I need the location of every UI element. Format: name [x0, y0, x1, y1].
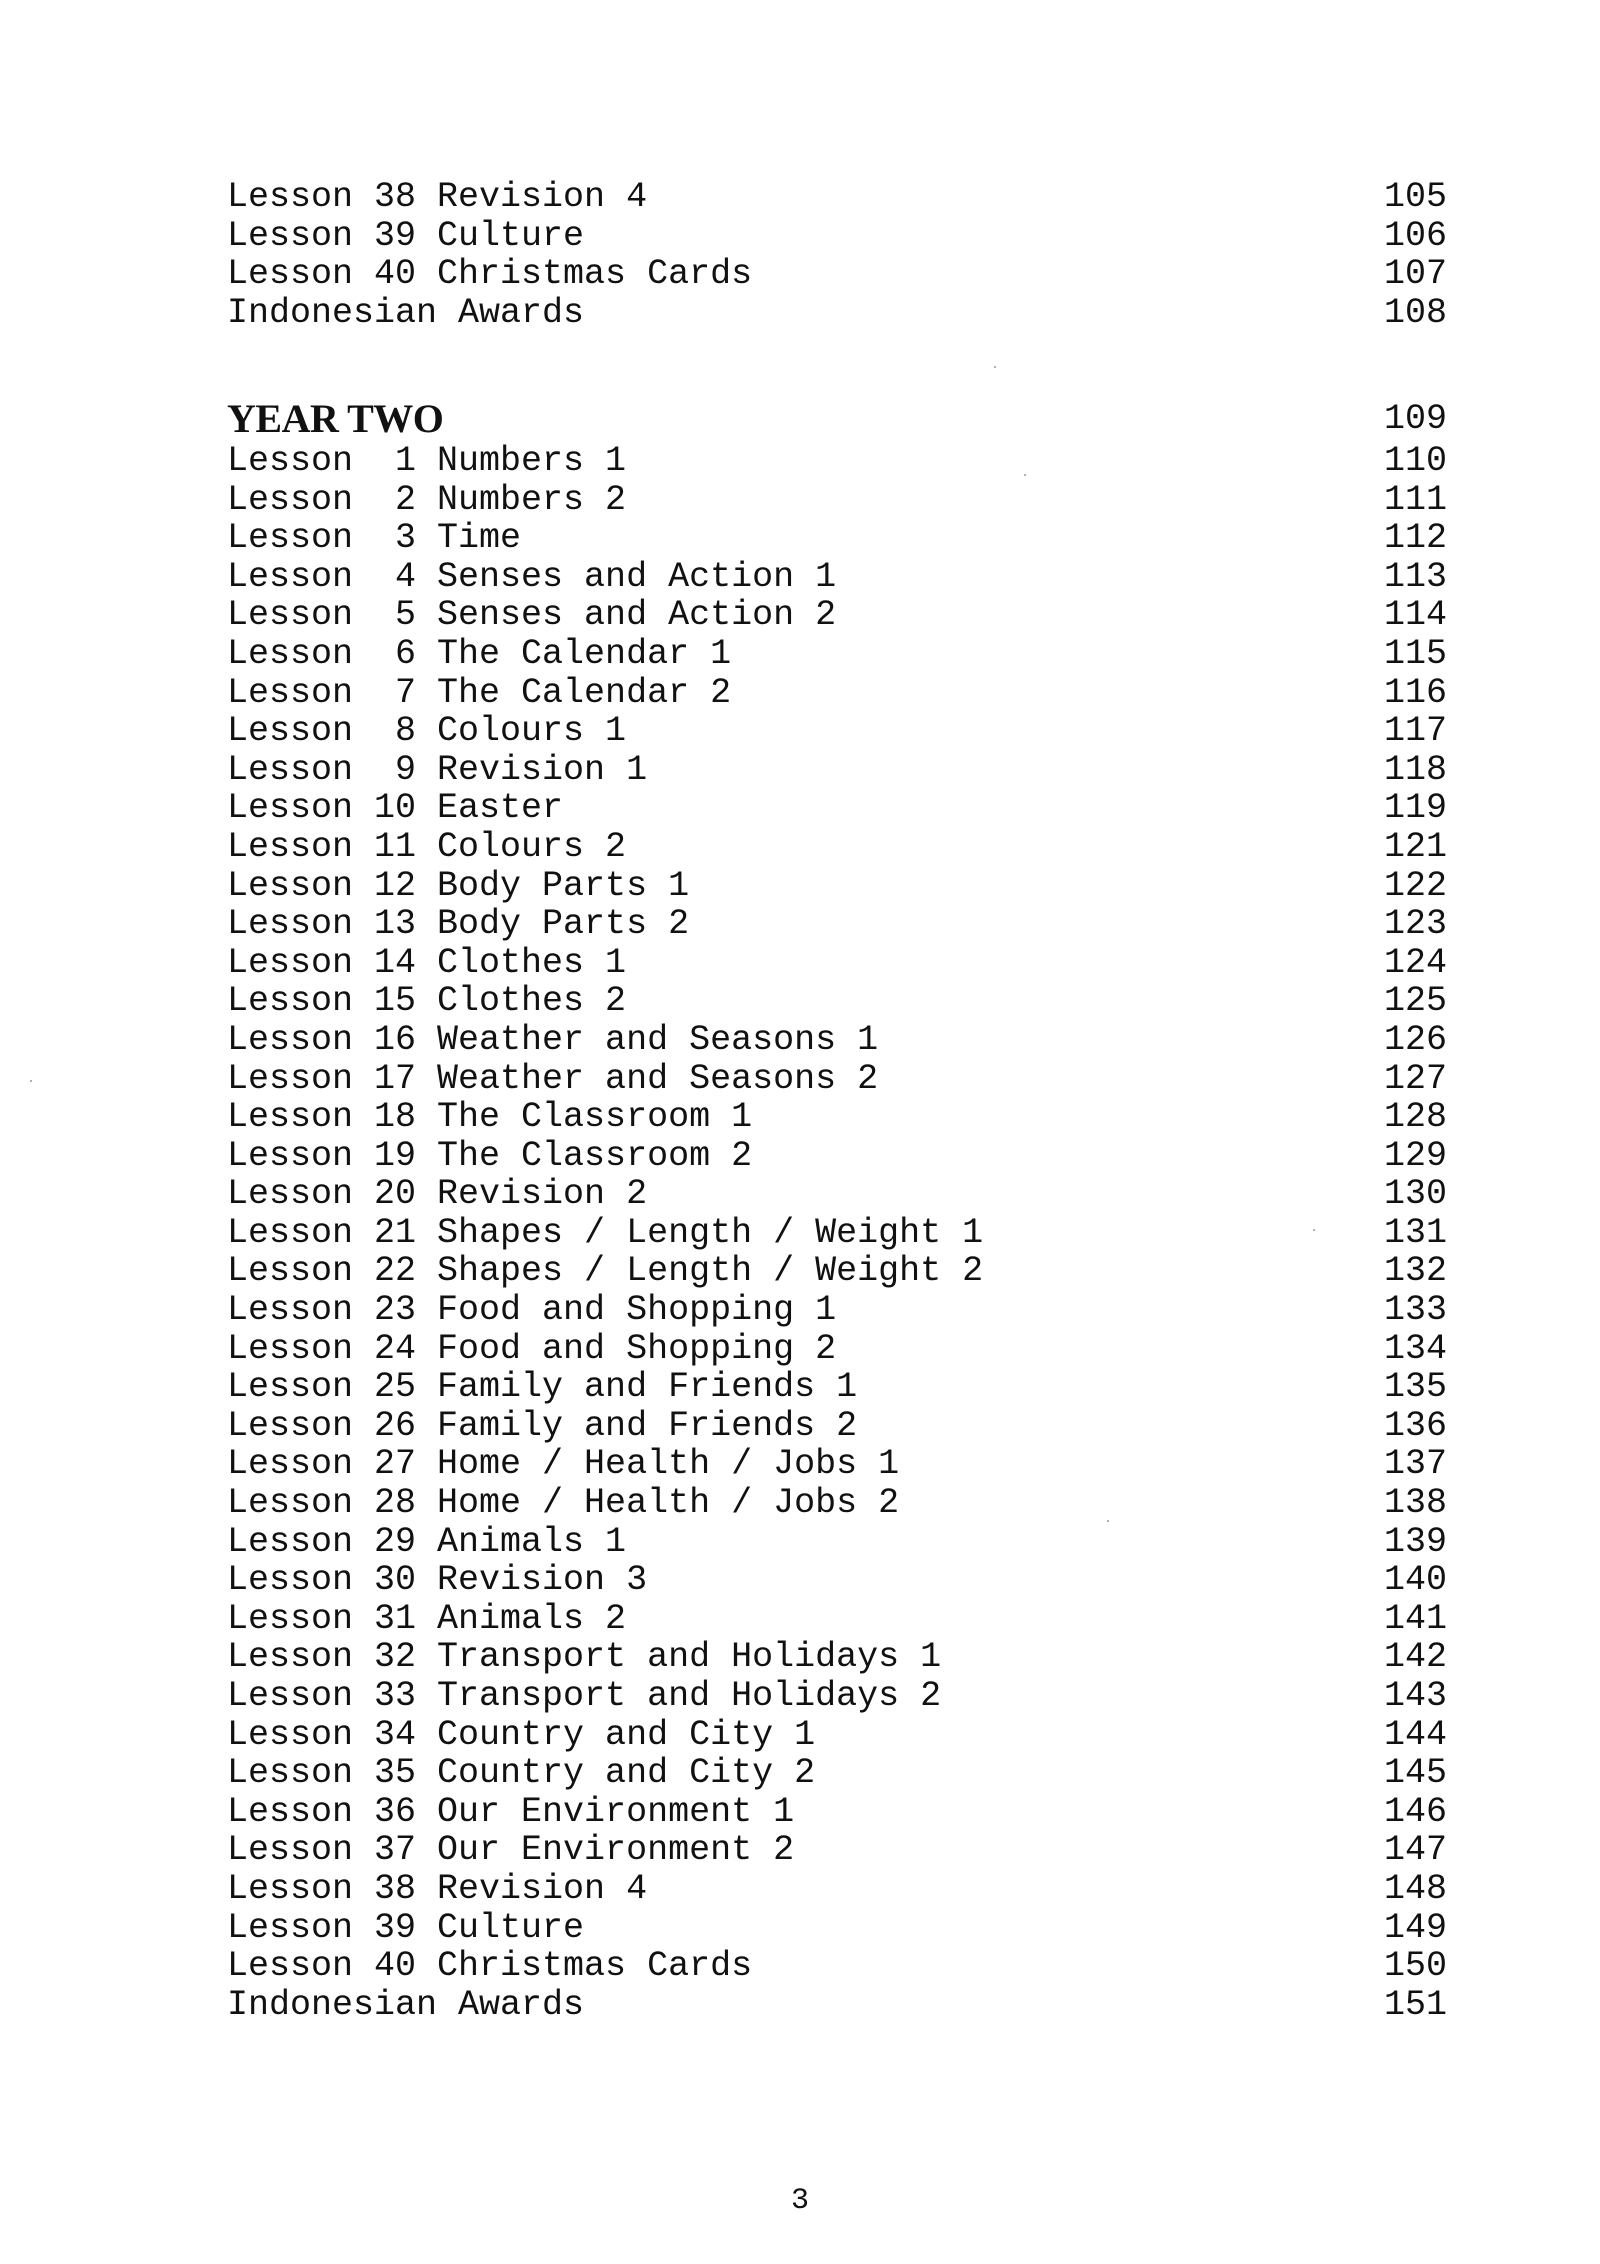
toc-entry-page: 122	[1383, 865, 1447, 906]
toc-entry-page: 112	[1383, 518, 1447, 559]
page-number: 3	[790, 2184, 809, 2218]
toc-entry-page: 139	[1383, 1521, 1447, 1562]
toc-entry	[227, 828, 1447, 867]
toc-entry-title: Lesson 7 The Calendar 2	[227, 672, 732, 713]
toc-entry-page: 146	[1383, 1791, 1447, 1832]
toc-entry	[227, 1214, 1447, 1253]
toc-entry	[227, 1600, 1447, 1639]
scan-speck	[1024, 474, 1026, 476]
toc-entry-title: Lesson 20 Revision 2	[227, 1174, 648, 1215]
toc-entry-page: 108	[1383, 292, 1447, 333]
toc-entry-page: 129	[1383, 1135, 1447, 1176]
toc-entry-page: 141	[1383, 1598, 1447, 1639]
toc-entry-page: 133	[1383, 1290, 1447, 1331]
toc-entry-page: 125	[1383, 981, 1447, 1022]
toc-entry	[227, 1523, 1447, 1562]
toc-entry-page: 137	[1383, 1444, 1447, 1485]
toc-entry-title: Lesson 6 The Calendar 1	[227, 633, 732, 674]
scan-speck	[30, 1080, 32, 1082]
toc-entry-title: Lesson 25 Family and Friends 1	[227, 1367, 858, 1408]
toc-entry	[227, 178, 1447, 217]
toc-entry-page: 106	[1383, 215, 1447, 256]
toc-entry-title: Lesson 29 Animals 1	[227, 1521, 627, 1562]
toc-entry	[227, 1947, 1447, 1986]
toc-entry-page: 121	[1383, 826, 1447, 867]
toc-entry-title: Lesson 22 Shapes / Length / Weight 2	[227, 1251, 984, 1292]
toc-entry	[227, 982, 1447, 1021]
toc-entry-page: 148	[1383, 1868, 1447, 1909]
toc-entry-title: Lesson 4 Senses and Action 1	[227, 556, 837, 597]
toc-entry-title: Lesson 9 Revision 1	[227, 749, 648, 790]
toc-entry	[227, 789, 1447, 828]
toc-continued-list	[227, 178, 1447, 332]
toc-entry	[227, 712, 1447, 751]
toc-entry	[227, 674, 1447, 713]
toc-entry-title: Lesson 37 Our Environment 2	[227, 1830, 795, 1871]
toc-entry	[227, 635, 1447, 674]
toc-entry	[227, 867, 1447, 906]
toc-entry	[227, 558, 1447, 597]
section-heading-page: 109	[1383, 399, 1447, 439]
toc-entry	[227, 905, 1447, 944]
toc-entry-page: 150	[1383, 1946, 1447, 1987]
toc-entry-page: 136	[1383, 1405, 1447, 1446]
toc-entry	[227, 1407, 1447, 1446]
toc-entry	[227, 294, 1447, 333]
toc-entry-title: Lesson 5 Senses and Action 2	[227, 595, 837, 636]
section-heading: YEAR TWO	[227, 396, 444, 441]
toc-entry-page: 123	[1383, 904, 1447, 945]
toc-entry-title: Lesson 39 Culture	[227, 1907, 585, 1948]
toc-entry-title: Lesson 8 Colours 1	[227, 711, 627, 752]
toc-entry	[227, 1484, 1447, 1523]
toc-entry-page: 113	[1383, 556, 1447, 597]
toc-entry	[227, 1368, 1447, 1407]
toc-entry-page: 110	[1383, 441, 1447, 481]
toc-entry	[227, 1060, 1447, 1099]
toc-entry-page: 126	[1383, 1019, 1447, 1060]
toc-entry-page: 135	[1383, 1367, 1447, 1408]
toc-entry	[227, 1021, 1447, 1060]
toc-entry-page: 114	[1383, 595, 1447, 636]
toc-entry-page: 145	[1383, 1753, 1447, 1794]
toc-entry-page: 134	[1383, 1328, 1447, 1369]
toc-entry-page: 142	[1383, 1637, 1447, 1678]
toc-entry	[227, 596, 1447, 635]
toc-entry	[227, 944, 1447, 983]
toc-entry	[227, 481, 1447, 520]
toc-entry-title: Lesson 23 Food and Shopping 1	[227, 1290, 837, 1331]
toc-entry	[227, 1831, 1447, 1870]
toc-entry-page: 117	[1383, 711, 1447, 752]
toc-entry-title: Lesson 17 Weather and Seasons 2	[227, 1058, 879, 1099]
toc-entry-title: Indonesian Awards	[227, 1984, 585, 2025]
toc-entry-title: Lesson 40 Christmas Cards	[227, 1946, 753, 1987]
toc-entry	[227, 1175, 1447, 1214]
toc-entry-title: Lesson 15 Clothes 2	[227, 981, 627, 1022]
scan-speck	[1107, 1520, 1109, 1522]
toc-entry-title: Lesson 27 Home / Health / Jobs 1	[227, 1444, 900, 1485]
toc-entry-page: 143	[1383, 1676, 1447, 1716]
toc-entry-title: Lesson 40 Christmas Cards	[227, 254, 753, 295]
toc-entry	[227, 1291, 1447, 1330]
toc-entry	[227, 1986, 1447, 2025]
toc-entry-page: 105	[1383, 177, 1447, 217]
toc-entry-title: Lesson 31 Animals 2	[227, 1598, 627, 1639]
toc-entry-title: Lesson 10 Easter	[227, 788, 564, 829]
scan-speck	[1313, 1229, 1315, 1231]
toc-entry	[227, 1252, 1447, 1291]
toc-entry-page: 144	[1383, 1714, 1447, 1755]
toc-year-two-section	[227, 396, 1447, 2024]
toc-entry	[227, 1716, 1447, 1755]
toc-entry-title: Lesson 14 Clothes 1	[227, 942, 627, 983]
toc-entry-page: 130	[1383, 1174, 1447, 1215]
toc-entry-title: Lesson 18 The Classroom 1	[227, 1097, 753, 1138]
scan-speck	[994, 366, 996, 368]
toc-entry-page: 115	[1383, 633, 1447, 674]
toc-entry-page: 147	[1383, 1830, 1447, 1871]
toc-entry-page: 111	[1383, 479, 1447, 520]
toc-entry	[227, 217, 1447, 256]
toc-entry-title: Lesson 34 Country and City 1	[227, 1714, 816, 1755]
toc-entry-page: 151	[1383, 1984, 1447, 2025]
toc-entry-title: Lesson 30 Revision 3	[227, 1560, 648, 1601]
toc-entry	[227, 1870, 1447, 1909]
toc-entry-page: 128	[1383, 1097, 1447, 1138]
toc-entry-title: Lesson 19 The Classroom 2	[227, 1135, 753, 1176]
toc-entry-title: Lesson 2 Numbers 2	[227, 479, 627, 520]
toc-entry-page: 138	[1383, 1483, 1447, 1524]
toc-entry-title: Lesson 12 Body Parts 1	[227, 865, 690, 906]
section-heading-row	[227, 396, 1447, 442]
toc-entry	[227, 1793, 1447, 1832]
toc-entry-title: Lesson 33 Transport and Holidays 2	[227, 1676, 942, 1716]
toc-entry-title: Lesson 38 Revision 4	[227, 177, 648, 217]
toc-entry-title: Indonesian Awards	[227, 292, 585, 333]
toc-entry	[227, 1677, 1447, 1716]
toc-entry	[227, 1330, 1447, 1369]
toc-entry	[227, 1098, 1447, 1137]
toc-entry-page: 131	[1383, 1212, 1447, 1253]
toc-entry-title: Lesson 38 Revision 4	[227, 1868, 648, 1909]
toc-entry	[227, 751, 1447, 790]
toc-entry-page: 127	[1383, 1058, 1447, 1099]
toc-entry	[227, 442, 1447, 481]
toc-entry-title: Lesson 24 Food and Shopping 2	[227, 1328, 837, 1369]
toc-entry-page: 124	[1383, 942, 1447, 983]
toc-entry-title: Lesson 21 Shapes / Length / Weight 1	[227, 1212, 984, 1253]
toc-entry	[227, 519, 1447, 558]
toc-entry	[227, 1445, 1447, 1484]
toc-entry	[227, 1561, 1447, 1600]
toc-entry	[227, 1137, 1447, 1176]
toc-entry-title: Lesson 28 Home / Health / Jobs 2	[227, 1483, 900, 1524]
toc-entry	[227, 1909, 1447, 1948]
toc-entry-page: 118	[1383, 749, 1447, 790]
toc-entry-title: Lesson 36 Our Environment 1	[227, 1791, 795, 1832]
toc-entry-page: 132	[1383, 1251, 1447, 1292]
toc-entry-title: Lesson 3 Time	[227, 518, 522, 559]
toc-year-two-list	[227, 442, 1447, 2024]
toc-entry-page: 149	[1383, 1907, 1447, 1948]
toc-entry-title: Lesson 32 Transport and Holidays 1	[227, 1637, 942, 1678]
toc-entry-page: 140	[1383, 1560, 1447, 1601]
toc-entry-page: 119	[1383, 788, 1447, 829]
toc-entry-page: 107	[1383, 254, 1447, 295]
toc-entry-title: Lesson 1 Numbers 1	[227, 441, 627, 481]
toc-entry-page: 116	[1383, 672, 1447, 713]
toc-entry-title: Lesson 16 Weather and Seasons 1	[227, 1019, 879, 1060]
toc-entry	[227, 1638, 1447, 1677]
toc-entry-title: Lesson 35 Country and City 2	[227, 1753, 816, 1794]
toc-entry	[227, 1754, 1447, 1793]
toc-entry-title: Lesson 11 Colours 2	[227, 826, 627, 867]
toc-entry-title: Lesson 26 Family and Friends 2	[227, 1405, 858, 1446]
toc-entry-title: Lesson 39 Culture	[227, 215, 585, 256]
toc-entry	[227, 255, 1447, 294]
toc-entry-title: Lesson 13 Body Parts 2	[227, 904, 690, 945]
